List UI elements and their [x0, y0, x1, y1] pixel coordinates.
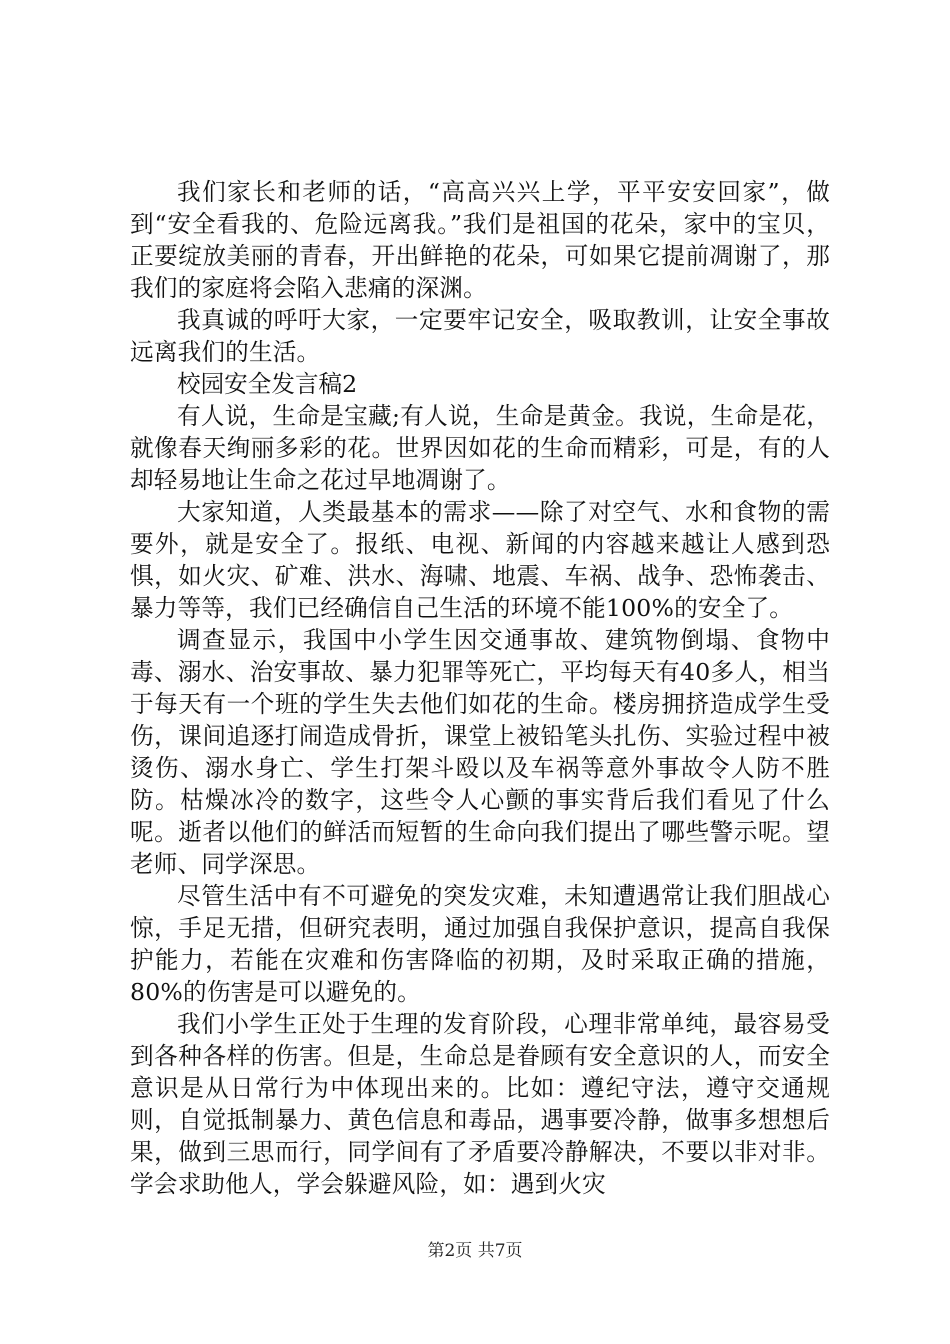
paragraph: 我们家长和老师的话，“高高兴兴上学，平平安安回家”，做到“安全看我的、危险远离我。”我们是祖国的花朵，家中的宝贝，正要绽放美丽的青春，开出鲜艳的花朵，可如果它提前凋谢了，那我们的家庭将会陷入悲痛的深渊。	[130, 178, 830, 302]
document-body	[130, 176, 830, 1200]
paragraph: 有人说，生命是宝藏;有人说，生命是黄金。我说，生命是花，就像春天绚丽多彩的花。世界因如花的生命而精彩，可是，有的人却轻易地让生命之花过早地凋谢了。	[130, 402, 830, 494]
paragraph: 调查显示，我国中小学生因交通事故、建筑物倒塌、食物中毒、溺水、治安事故、暴力犯罪等死亡，平均每天有40多人，相当于每天有一个班的学生失去他们如花的生命。楼房拥挤造成学生受伤，课间追逐打闹造成骨折，课堂上被铅笔头扎伤、实验过程中被烫伤、溺水身亡、学生打架斗殴以及车祸等意外事故令人防不胜防。枯燥冰冷的数字，这些令人心颤的事实背后我们看见了什么呢。逝者以他们的鲜活而短暂的生命向我们提出了哪些警示呢。望老师、同学深思。	[130, 626, 830, 878]
page-footer	[0, 1240, 950, 1262]
paragraph: 尽管生活中有不可避免的突发灾难，未知遭遇常让我们胆战心惊，手足无措，但研究表明，通过加强自我保护意识，提高自我保护能力，若能在灾难和伤害降临的初期，及时采取正确的措施，80%的伤害是可以避免的。	[130, 882, 830, 1006]
page-number-label: 第2页 共7页	[427, 1241, 523, 1261]
paragraph: 大家知道，人类最基本的需求——除了对空气、水和食物的需要外，就是安全了。报纸、电视、新闻的内容越来越让人感到恐惧，如火灾、矿难、洪水、海啸、地震、车祸、战争、恐怖袭击、暴力等等，我们已经确信自己生活的环境不能100%的安全了。	[130, 498, 830, 622]
paragraph: 我们小学生正处于生理的发育阶段，心理非常单纯，最容易受到各种各样的伤害。但是，生命总是眷顾有安全意识的人，而安全意识是从日常行为中体现出来的。比如：遵纪守法，遵守交通规则，自觉抵制暴力、黄色信息和毒品，遇事要冷静，做事多想想后果，做到三思而行，同学间有了矛盾要冷静解决，不要以非对非。学会求助他人，学会躲避风险，如：遇到火灾	[130, 1010, 830, 1198]
section-title: 校园安全发言稿2	[177, 370, 358, 398]
paragraph: 我真诚的呼吁大家，一定要牢记安全，吸取教训，让安全事故远离我们的生活。	[130, 306, 830, 366]
